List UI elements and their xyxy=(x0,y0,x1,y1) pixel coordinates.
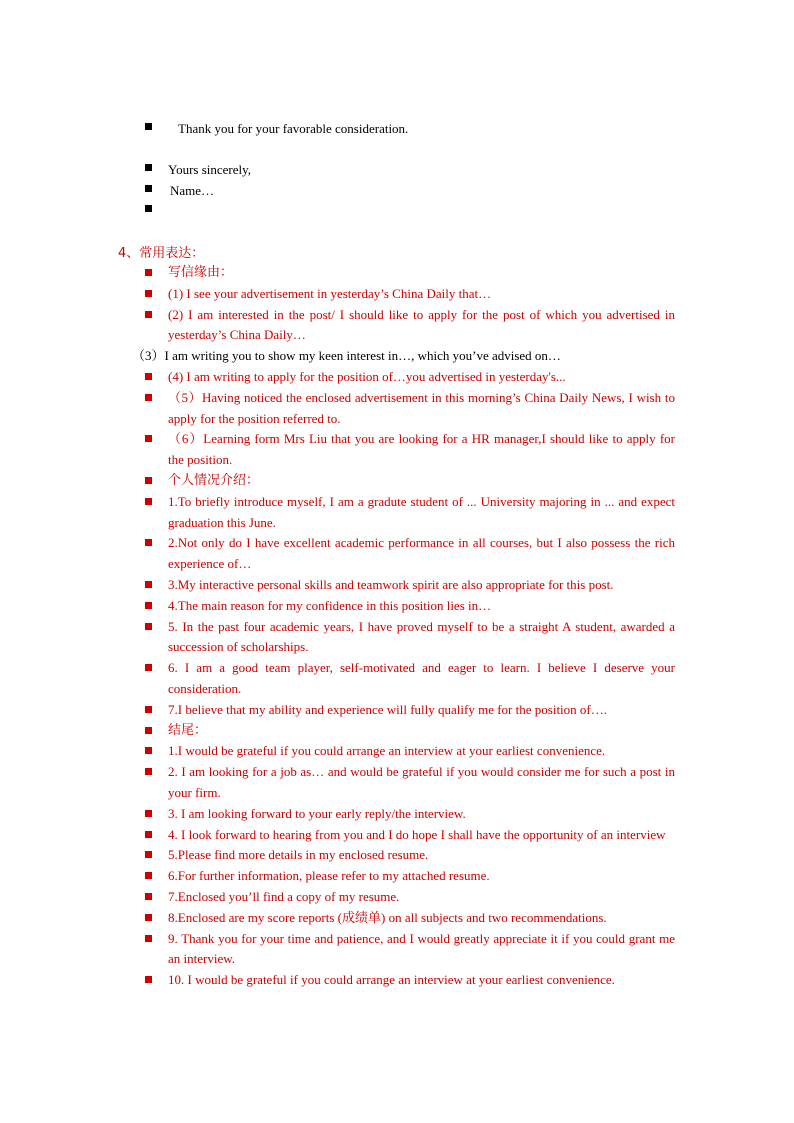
list-item-text: Name… xyxy=(170,183,215,198)
square-bullet-icon xyxy=(145,123,152,130)
expression-text: (4) I am writing to apply for the position of…you advertised in yesterday's... xyxy=(168,368,566,384)
expression-item xyxy=(0,825,675,846)
square-bullet-icon xyxy=(145,623,152,630)
list-item-text: Thank you for your favorable consideration. xyxy=(178,121,409,136)
expression-item xyxy=(0,305,675,347)
square-bullet-icon xyxy=(145,373,152,380)
expression-item xyxy=(0,575,675,596)
square-bullet-icon xyxy=(145,185,152,192)
square-bullet-icon xyxy=(145,394,152,401)
list-item-text: Yours sincerely, xyxy=(168,162,252,177)
square-bullet-icon xyxy=(145,498,152,505)
square-bullet-icon xyxy=(145,727,152,734)
expression-text: 3. I am looking forward to your early reply/the interview. xyxy=(168,805,466,821)
square-bullet-icon xyxy=(145,831,152,838)
expression-item xyxy=(0,617,675,659)
expression-text: 6.For further information, please refer to my attached resume. xyxy=(168,868,490,884)
square-bullet-icon xyxy=(145,768,152,775)
expression-item xyxy=(0,929,675,971)
square-bullet-icon xyxy=(145,706,152,713)
square-bullet-icon xyxy=(145,810,152,817)
expression-item xyxy=(0,367,675,388)
subsection-heading xyxy=(0,721,675,742)
square-bullet-icon xyxy=(145,269,152,276)
expression-text: 9. Thank you for your time and patience, and I would greatly appreciate it if you could grant me an interview. xyxy=(168,930,675,967)
expression-item xyxy=(0,762,675,804)
expression-item xyxy=(0,741,675,762)
expression-item xyxy=(0,596,675,617)
expression-text: （5）Having noticed the enclosed advertisement in this morning’s China Daily News, I wish to apply for the position referred to. xyxy=(168,389,675,426)
square-bullet-icon xyxy=(145,581,152,588)
expression-item xyxy=(0,845,675,866)
expression-text: 2.Not only do I have excellent academic performance in all courses, but I also possess the rich experience of… xyxy=(168,535,675,572)
square-bullet-icon xyxy=(145,602,152,609)
expression-text: 3.My interactive personal skills and teamwork spirit are also appropriate for this post. xyxy=(168,576,614,592)
expression-text: 写信缘由： xyxy=(168,265,234,280)
expression-text: 1.I would be grateful if you could arrange an interview at your earliest convenience. xyxy=(168,743,606,759)
expression-text: （6）Learning form Mrs Liu that you are looking for a HR manager,I should like to apply for the position. xyxy=(168,431,675,468)
expression-text: （3）I am writing you to show my keen interest in…, which you’ve advised on… xyxy=(132,348,561,364)
expression-item xyxy=(0,658,675,700)
square-bullet-icon xyxy=(145,976,152,983)
square-bullet-icon xyxy=(145,914,152,921)
expression-item xyxy=(0,492,675,534)
expression-text: (1) I see your advertisement in yesterday’s China Daily that… xyxy=(168,285,492,301)
expression-item xyxy=(0,700,675,721)
expression-text: 2. I am looking for a job as… and would be grateful if you would consider me for such a post in your firm. xyxy=(168,764,675,800)
subsection-heading xyxy=(0,263,675,284)
square-bullet-icon xyxy=(145,477,152,484)
square-bullet-icon xyxy=(145,935,152,942)
expression-text: (2) I am interested in the post/ I should like to apply for the post of which you advertised in yesterday’s China Daily… xyxy=(168,306,675,343)
expression-item xyxy=(0,533,675,575)
expression-item xyxy=(0,429,675,471)
expression-text: 7.Enclosed you’ll find a copy of my resume. xyxy=(168,888,400,904)
square-bullet-icon xyxy=(145,747,152,754)
square-bullet-icon xyxy=(145,872,152,879)
square-bullet-icon xyxy=(145,290,152,297)
expression-item xyxy=(0,804,675,825)
square-bullet-icon xyxy=(145,164,152,171)
expression-item xyxy=(0,388,675,430)
square-bullet-icon xyxy=(145,664,152,671)
expression-text: 1.To briefly introduce myself, I am a gradute student of ... University majoring in ... and expect graduation this June. xyxy=(168,493,675,530)
expression-text: 10. I would be grateful if you could arrange an interview at your earliest convenience. xyxy=(168,972,615,988)
square-bullet-icon xyxy=(145,539,152,546)
expression-item xyxy=(0,887,675,908)
square-bullet-icon xyxy=(145,893,152,900)
square-bullet-icon xyxy=(145,205,152,212)
expression-text: 结尾： xyxy=(168,722,208,738)
expression-text: 个人情况介绍： xyxy=(168,472,260,488)
expressions-list xyxy=(0,263,794,991)
expression-text: 6. I am a good team player, self-motivated and eager to learn. I believe I deserve your consideration. xyxy=(168,660,675,696)
expression-item xyxy=(0,346,675,367)
square-bullet-icon xyxy=(145,311,152,318)
expression-text: 4. I look forward to hearing from you and I do hope I shall have the opportunity of an interview xyxy=(168,826,666,842)
subsection-heading xyxy=(0,471,675,492)
expression-text: 4.The main reason for my confidence in this position lies in… xyxy=(168,597,492,613)
expression-item xyxy=(0,284,675,305)
expression-text: 5. In the past four academic years, I have proved myself to be a straight A student, awarded a succession of scholarships. xyxy=(168,618,675,655)
square-bullet-icon xyxy=(145,435,152,442)
expression-item xyxy=(0,908,675,929)
expression-text: 5.Please find more details in my enclosed resume. xyxy=(168,847,429,863)
square-bullet-icon xyxy=(145,851,152,858)
expression-item xyxy=(0,970,675,991)
expression-item xyxy=(0,866,675,887)
expression-text: 7.I believe that my ability and experience will fully qualify me for the position of…. xyxy=(168,701,607,717)
section-heading: 4、常用表达： xyxy=(118,246,205,261)
expression-text: 8.Enclosed are my score reports (成绩单) on all subjects and two recommendations. xyxy=(168,909,607,925)
